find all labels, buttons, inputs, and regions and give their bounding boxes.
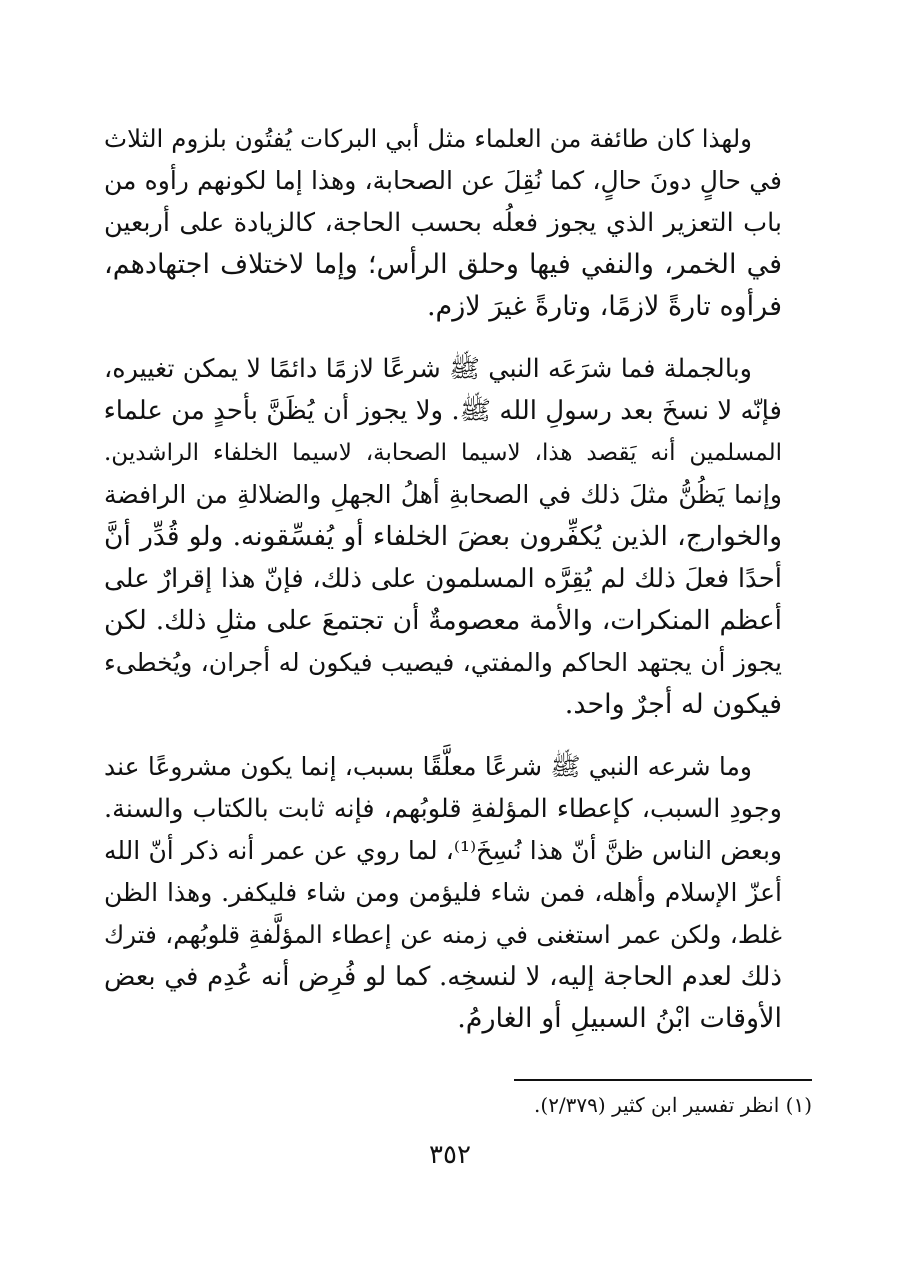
text-line: غلط، ولكن عمر استغنى في زمنه عن إعطاء المؤلَّفةِ قلوبُهم، فترك <box>104 920 782 949</box>
text-line: أحدًا فعلَ ذلك لم يُقِرَّه المسلمون على ذلك، فإنّ هذا إقرارٌ على <box>104 564 782 594</box>
text-line: والخوارج، الذين يُكفِّرون بعضَ الخلفاء أو يُفسِّقونه. ولو قُدِّر أنَّ <box>104 521 782 552</box>
footnote-divider <box>514 1079 812 1081</box>
text-line: المسلمين أنه يَقصد هذا، لاسيما الصحابة، لاسيما الخلفاء الراشدين. <box>104 440 782 466</box>
text-line: وجودِ السبب، كإعطاء المؤلفةِ قلوبُهم، فإنه ثابت بالكتاب والسنة. <box>104 794 782 824</box>
text-line: ذلك لعدم الحاجة إليه، لا لنسخِه. كما لو فُرِض أنه عُدِم في بعض <box>104 962 782 992</box>
document-body <box>104 118 812 1040</box>
text-line: ولهذا كان طائفة من العلماء مثل أبي البركات يُفتُون بلزوم الثلاث <box>104 124 752 153</box>
text-line: الأوقات ابْنُ السبيلِ أو الغارمُ. <box>457 1003 782 1034</box>
paragraph-2 <box>104 348 812 726</box>
text-line: باب التعزير الذي يجوز فعلُه بحسب الحاجة، كالزيادة على أربعين <box>104 208 782 238</box>
text-line: أعظم المنكرات، والأمة معصومةٌ أن تجتمعَ على مثلِ ذلك. لكن <box>104 605 782 636</box>
text-line: فرأوه تارةً لازمًا، وتارةً غيرَ لازم. <box>426 291 782 322</box>
text-line: وبعض الناس ظنَّ أنّ هذا نُسِخَ⁽¹⁾، لما روي عن عمر أنه ذكر أنّ الله <box>104 836 783 865</box>
text-line: فإنّه لا نسخَ بعد رسولِ الله ﷺ. ولا يجوز أن يُظَنَّ بأحدٍ من علماء <box>103 396 782 426</box>
text-line: في الخمر، والنفي فيها وحلق الرأس؛ وإما لاختلاف اجتهادهم، <box>104 249 782 280</box>
text-line: وبالجملة فما شرَعَه النبي ﷺ شرعًا لازمًا دائمًا لا يمكن تغييره، <box>104 354 752 384</box>
text-line: فيكون له أجرٌ واحد. <box>564 689 782 720</box>
text-line: وإنما يَظُنُّ مثلَ ذلك في الصحابةِ أهلُ الجهلِ والضلالةِ من الرافضة <box>104 480 782 509</box>
footnote: (١) انظر تفسير ابن كثير (٢/٣٧٩). <box>534 1093 812 1117</box>
page-number: ٣٥٢ <box>429 1140 471 1170</box>
paragraph-3 <box>104 746 812 1040</box>
paragraph-1 <box>104 118 812 328</box>
text-line: وما شرعه النبي ﷺ شرعًا معلَّقًا بسبب، إنما يكون مشروعًا عند <box>104 752 752 781</box>
text-line: يجوز أن يجتهد الحاكم والمفتي، فيصيب فيكون له أجران، ويُخطىء <box>104 648 782 677</box>
text-line: في حالٍ دونَ حالٍ، كما نُقِلَ عن الصحابة، وهذا إما لكونهم رأوه من <box>104 166 782 195</box>
text-line: أعزّ الإسلام وأهله، فمن شاء فليؤمن ومن شاء فليكفر. وهذا الظن <box>104 878 782 907</box>
